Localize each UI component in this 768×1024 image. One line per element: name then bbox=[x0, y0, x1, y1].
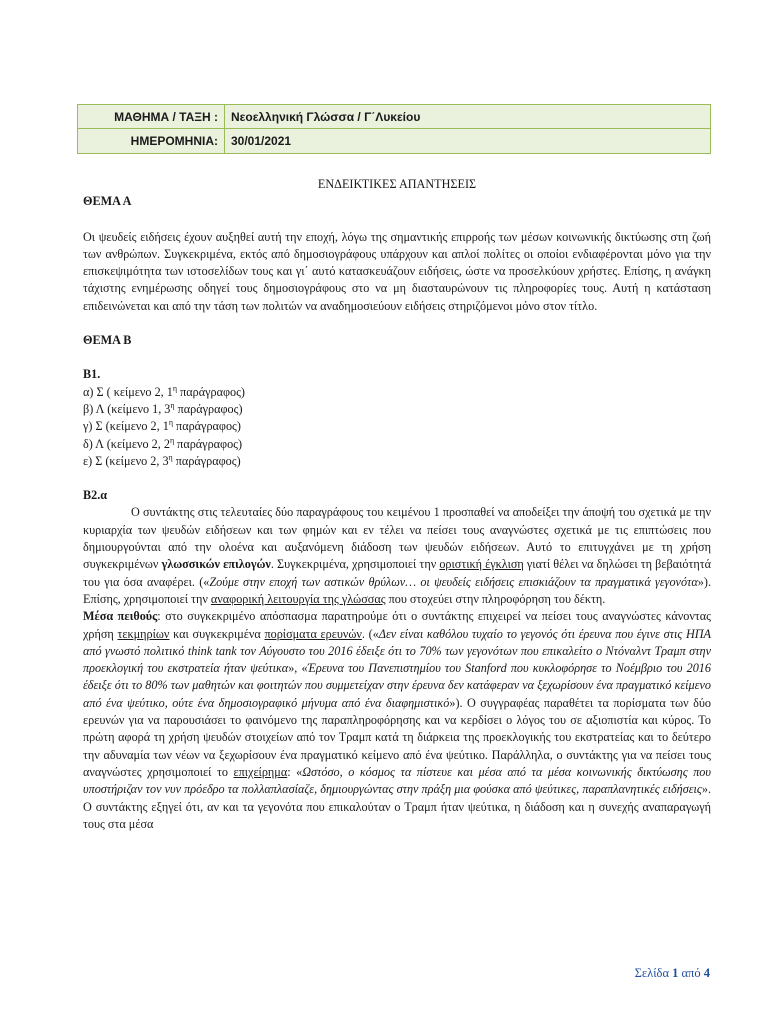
current-page-number: 1 bbox=[672, 966, 679, 980]
b1-answer-item: γ) Σ (κείμενο 2, $1^\eta$ παράγραφος) bbox=[83, 418, 241, 434]
page-label: Σελίδα bbox=[634, 966, 669, 980]
header-info-table bbox=[77, 104, 711, 154]
document-body bbox=[83, 176, 711, 833]
page-number-footer bbox=[635, 966, 710, 981]
subsection-heading-b1: Β1. bbox=[83, 367, 101, 382]
summary-paragraph: Οι ψευδείς ειδήσεις έχουν αυξηθεί αυτή την εποχή, λόγω της σημαντικής επιρροής των μέσων κοινωνικής δικτύωσης στη ζωή των ανθρώπων. Συγκεκριμένα, εκτός από δημοσιογράφους υπάρχουν και απλοί πολίτες οι οποίοι ενδιαφέρονται μόνο για την επισκεψιμότητα των ιστοσελίδων τους και γι΄ αυτό κατασκευάζουν ειδήσεις, ώστε να προσελκύουν χρήστες. Επίσης, η ανάγκη τάχιστης ενημέρωσης οδηγεί τους δημοσιογράφους στο να μη διασταυρώνουν τις πληροφορίες τους. Αυτή η κατάσταση επιδεινώνεται και από την τάση των πολιτών να αναδημοσιεύουν ειδήσεις στηριζόμενοι μόνο στον τίτλο. bbox=[83, 229, 711, 313]
b1-answer-item: ε) Σ (κείμενο 2, $3^\eta$ παράγραφος) bbox=[83, 452, 241, 468]
subject-class-label: ΜΑΘΗΜΑ / ΤΑΞΗ : bbox=[78, 105, 225, 129]
b1-answer-list bbox=[83, 384, 711, 470]
persuasion-means-paragraph: Μέσα πειθούς: στο συγκεκριμένο απόσπασμα παρατηρούμε ότι ο συντάκτης επιχειρεί να πείσει τους αναγνώστες κάνοντας χρήση τεκμηρίων και συγκεκριμένα πορίσματα ερευνών. («Δεν είναι καθόλου τυχαίο το γεγονός ότι έρευνα που έγινε στις ΗΠΑ από γνωστό πολιτικό think tank τον Αύγουστο του 2016 έδειξε ότι το 70% των γεγονότων που επικαλείτο ο Ντόναλντ Τραμπ στην προεκλογική του εκστρατεία ήταν ψεύτικα», «Έρευνα του Πανεπιστημίου του Stanford που κυκλοφόρησε το Νοέμβριο του 2016 έδειξε ότι το 80% των μαθητών και φοιτητών που συμμετείχαν στην έρευνα δεν κατάφεραν να ξεχωρίσουν ένα πραγματικό κείμενο από ένα ψεύτικο, ούτε ένα δημοσιογραφικό μήνυμα από ένα διαφημιστικό»). Ο συγγραφέας παραθέτει τα πορίσματα των δύο ερευνών για να παρουσιάσει το φαινόμενο της παραπληροφόρησης και να κερδίσει ο λόγος του σε αξιοπιστία και κύρος. Το πρώτη αφορά τη χρήση ψευδών στοιχείων από τον Τραμπ κατά τη διάρκεια της προεκλογικής του εκστρατείας και το δεύτερο την αδυναμία των νέων να ξεχωρίσουν ένα πραγματικό κείμενο από ένα ψεύτικο. Παράλληλα, ο συντάκτης για να πείσει τους αναγνώστες χρησιμοποιεί το επιχείρημα: «Ωστόσο, ο κόσμος τα πίστευε και μέσα από τα μέσα κοινωνικής δικτύωσης που υποστήριζαν τον νυν πρόεδρο τα πολλαπλασίαζε, δημιουργώντας στην πράξη μια φούσκα από ψεύτικες, παραπλανητικές ειδήσεις». Ο συντάκτης εξηγεί ότι, αν και τα γεγονότα που επικαλούταν ο Τραμπ ήταν ψεύτικα, η διάδοση και η συνεχής αναπαραγωγή τους στα μέσα bbox=[83, 609, 712, 831]
date-label: ΗΜΕΡΟΜΗΝΙΑ: bbox=[78, 129, 225, 154]
date-value: 30/01/2021 bbox=[225, 129, 711, 154]
b1-answer-item: α) Σ ( κείμενο 2, $1^\eta$ παράγραφος) bbox=[83, 383, 245, 399]
subsection-heading-b2a: Β2.α bbox=[83, 488, 108, 503]
language-choices-paragraph: Ο συντάκτης στις τελευταίες δύο παραγράφους του κειμένου 1 προσπαθεί να αποδείξει την άποψή του σχετικά με την κυριαρχία των ψευδών ειδήσεων και των φημών και εν τέλει να πείσει τους αναγνώστες σχετικά με τις επιπτώσεις που δημιουργούνται από την ολοένα και αυξανόμενη διάδοση των ψευδών ειδήσεων. Αυτό το επιτυγχάνει με τη χρήση συγκεκριμένων γλωσσικών επιλογών. Συγκεκριμένα, χρησιμοποιεί την οριστική έγκλιση γιατί θέλει να δηλώσει τη βεβαιότητά του για όσα αναφέρει. («Ζούμε στην εποχή των αστικών θρύλων… οι ψευδείς ειδήσεις επισκιάζουν τα πραγματικά γεγονότα»). Επίσης, χρησιμοποιεί την αναφορική λειτουργία της γλώσσας που στοχεύει στην πληροφόρηση του δέκτη. bbox=[83, 505, 711, 606]
header-row-subject bbox=[78, 105, 711, 129]
subject-class-value: Νεοελληνική Γλώσσα / Γ΄Λυκείου bbox=[225, 105, 711, 129]
document-title: ΕΝΔΕΙΚΤΙΚΕΣ ΑΠΑΝΤΗΣΕΙΣ bbox=[317, 177, 477, 191]
page-of-label: από bbox=[681, 966, 701, 980]
b1-answer-item: δ) Λ (κείμενο 2, $2^\eta$ παράγραφος) bbox=[83, 435, 243, 451]
header-row-date bbox=[78, 129, 711, 154]
section-heading-thema-a: ΘΕΜΑ Α bbox=[83, 194, 132, 209]
section-heading-thema-b: ΘΕΜΑ Β bbox=[83, 333, 132, 348]
b1-answer-item: β) Λ (κείμενο 1, $3^\eta$ παράγραφος) bbox=[83, 400, 243, 416]
total-page-count: 4 bbox=[703, 966, 710, 980]
